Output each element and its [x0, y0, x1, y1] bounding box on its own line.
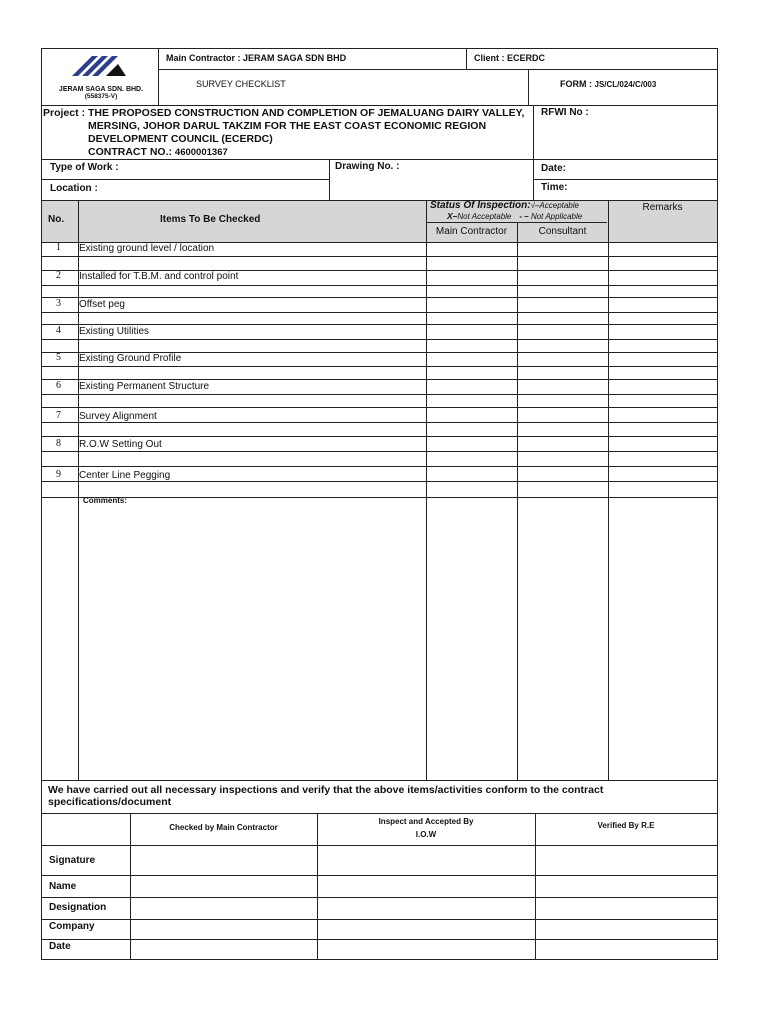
remarks-column: Remarks	[642, 202, 683, 213]
column-items-header: Items To Be Checked	[160, 214, 261, 225]
client-label: Client : ECERDC	[474, 53, 546, 63]
item-text: Installed for T.B.M. and control point	[79, 271, 239, 282]
company-name: JERAM SAGA SDN. BHD.	[58, 86, 144, 93]
contract-number	[88, 146, 228, 160]
location-label: Location :	[50, 183, 98, 194]
name-label: Name	[49, 881, 77, 892]
project-line-1: THE PROPOSED CONSTRUCTION AND COMPLETION OF JEMALUANG DAIRY VALLEY,	[88, 107, 525, 119]
status-title: Status Of Inspection:	[430, 200, 531, 211]
item-number: 1	[56, 242, 61, 253]
main-contractor-column: Main Contractor	[435, 226, 508, 237]
item-number: 5	[56, 352, 61, 363]
comments-label: Comments:	[83, 496, 128, 505]
item-text: R.O.W Setting Out	[79, 439, 162, 450]
item-text: Existing ground level / location	[79, 243, 215, 254]
rfwi-label: RFWI No :	[541, 107, 589, 118]
item-number: 7	[56, 410, 61, 421]
contract-label: CONTRACT NO.:	[88, 146, 175, 158]
item-text: Survey Alignment	[79, 411, 157, 422]
iow-header: I.O.W	[415, 830, 437, 839]
designation-label: Designation	[49, 902, 107, 913]
signature-label: Signature	[49, 855, 96, 866]
legend-x: X–	[447, 211, 458, 221]
status-of-inspection-title	[430, 201, 579, 211]
type-of-work-label: Type of Work :	[50, 162, 119, 173]
status-legend-row	[447, 212, 582, 221]
project-line-3: DEVELOPMENT COUNCIL (ECERDC)	[88, 133, 273, 145]
item-text: Existing Permanent Structure	[79, 381, 210, 392]
logo-icon	[62, 50, 132, 86]
form-number-value: JS/CL/024/C/003	[594, 80, 657, 89]
item-number: 2	[56, 270, 61, 281]
column-no-header: No.	[48, 214, 65, 225]
date-label: Date:	[541, 163, 567, 174]
item-number: 8	[56, 438, 61, 449]
date-signoff-label: Date	[49, 941, 71, 952]
legend-dash: - –	[519, 212, 529, 221]
project-label: Project :	[43, 107, 86, 119]
declaration-text: We have carried out all necessary inspections and verify that the above items/activities conform to the contract specifications/document	[48, 784, 604, 808]
verified-by-header: Verified By R.E	[597, 821, 655, 830]
company-label: Company	[49, 921, 95, 932]
item-number: 9	[56, 469, 61, 480]
item-number: 3	[56, 298, 61, 309]
item-text: Existing Ground Profile	[79, 353, 182, 364]
project-line-2: MERSING, JOHOR DARUL TAKZIM FOR THE EAST COAST ECONOMIC REGION	[88, 120, 487, 132]
legend-not-applicable: Not Applicable	[528, 212, 583, 221]
item-text: Existing Utilities	[79, 326, 150, 337]
time-label: Time:	[541, 182, 568, 193]
inspect-accepted-header: Inspect and Accepted By	[378, 817, 474, 826]
checked-by-header: Checked by Main Contractor	[169, 823, 278, 832]
form-number-label: FORM :	[560, 79, 595, 89]
legend-not-acceptable: Not Acceptable	[457, 212, 512, 221]
company-reg-no: (558375-V)	[84, 93, 118, 100]
form-title: SURVEY CHECKLIST	[196, 79, 286, 89]
form-number	[560, 80, 656, 89]
item-text: Offset peg	[79, 299, 125, 310]
drawing-no-label: Drawing No. :	[335, 161, 400, 172]
item-number: 4	[56, 325, 61, 336]
item-number: 6	[56, 380, 61, 391]
item-text: Center Line Pegging	[79, 470, 171, 481]
status-legend-acceptable: √–Acceptable	[530, 201, 579, 210]
main-contractor-label: Main Contractor : JERAM SAGA SDN BHD	[166, 53, 347, 63]
consultant-column: Consultant	[538, 226, 587, 237]
contract-value: 4600001367	[174, 147, 228, 158]
